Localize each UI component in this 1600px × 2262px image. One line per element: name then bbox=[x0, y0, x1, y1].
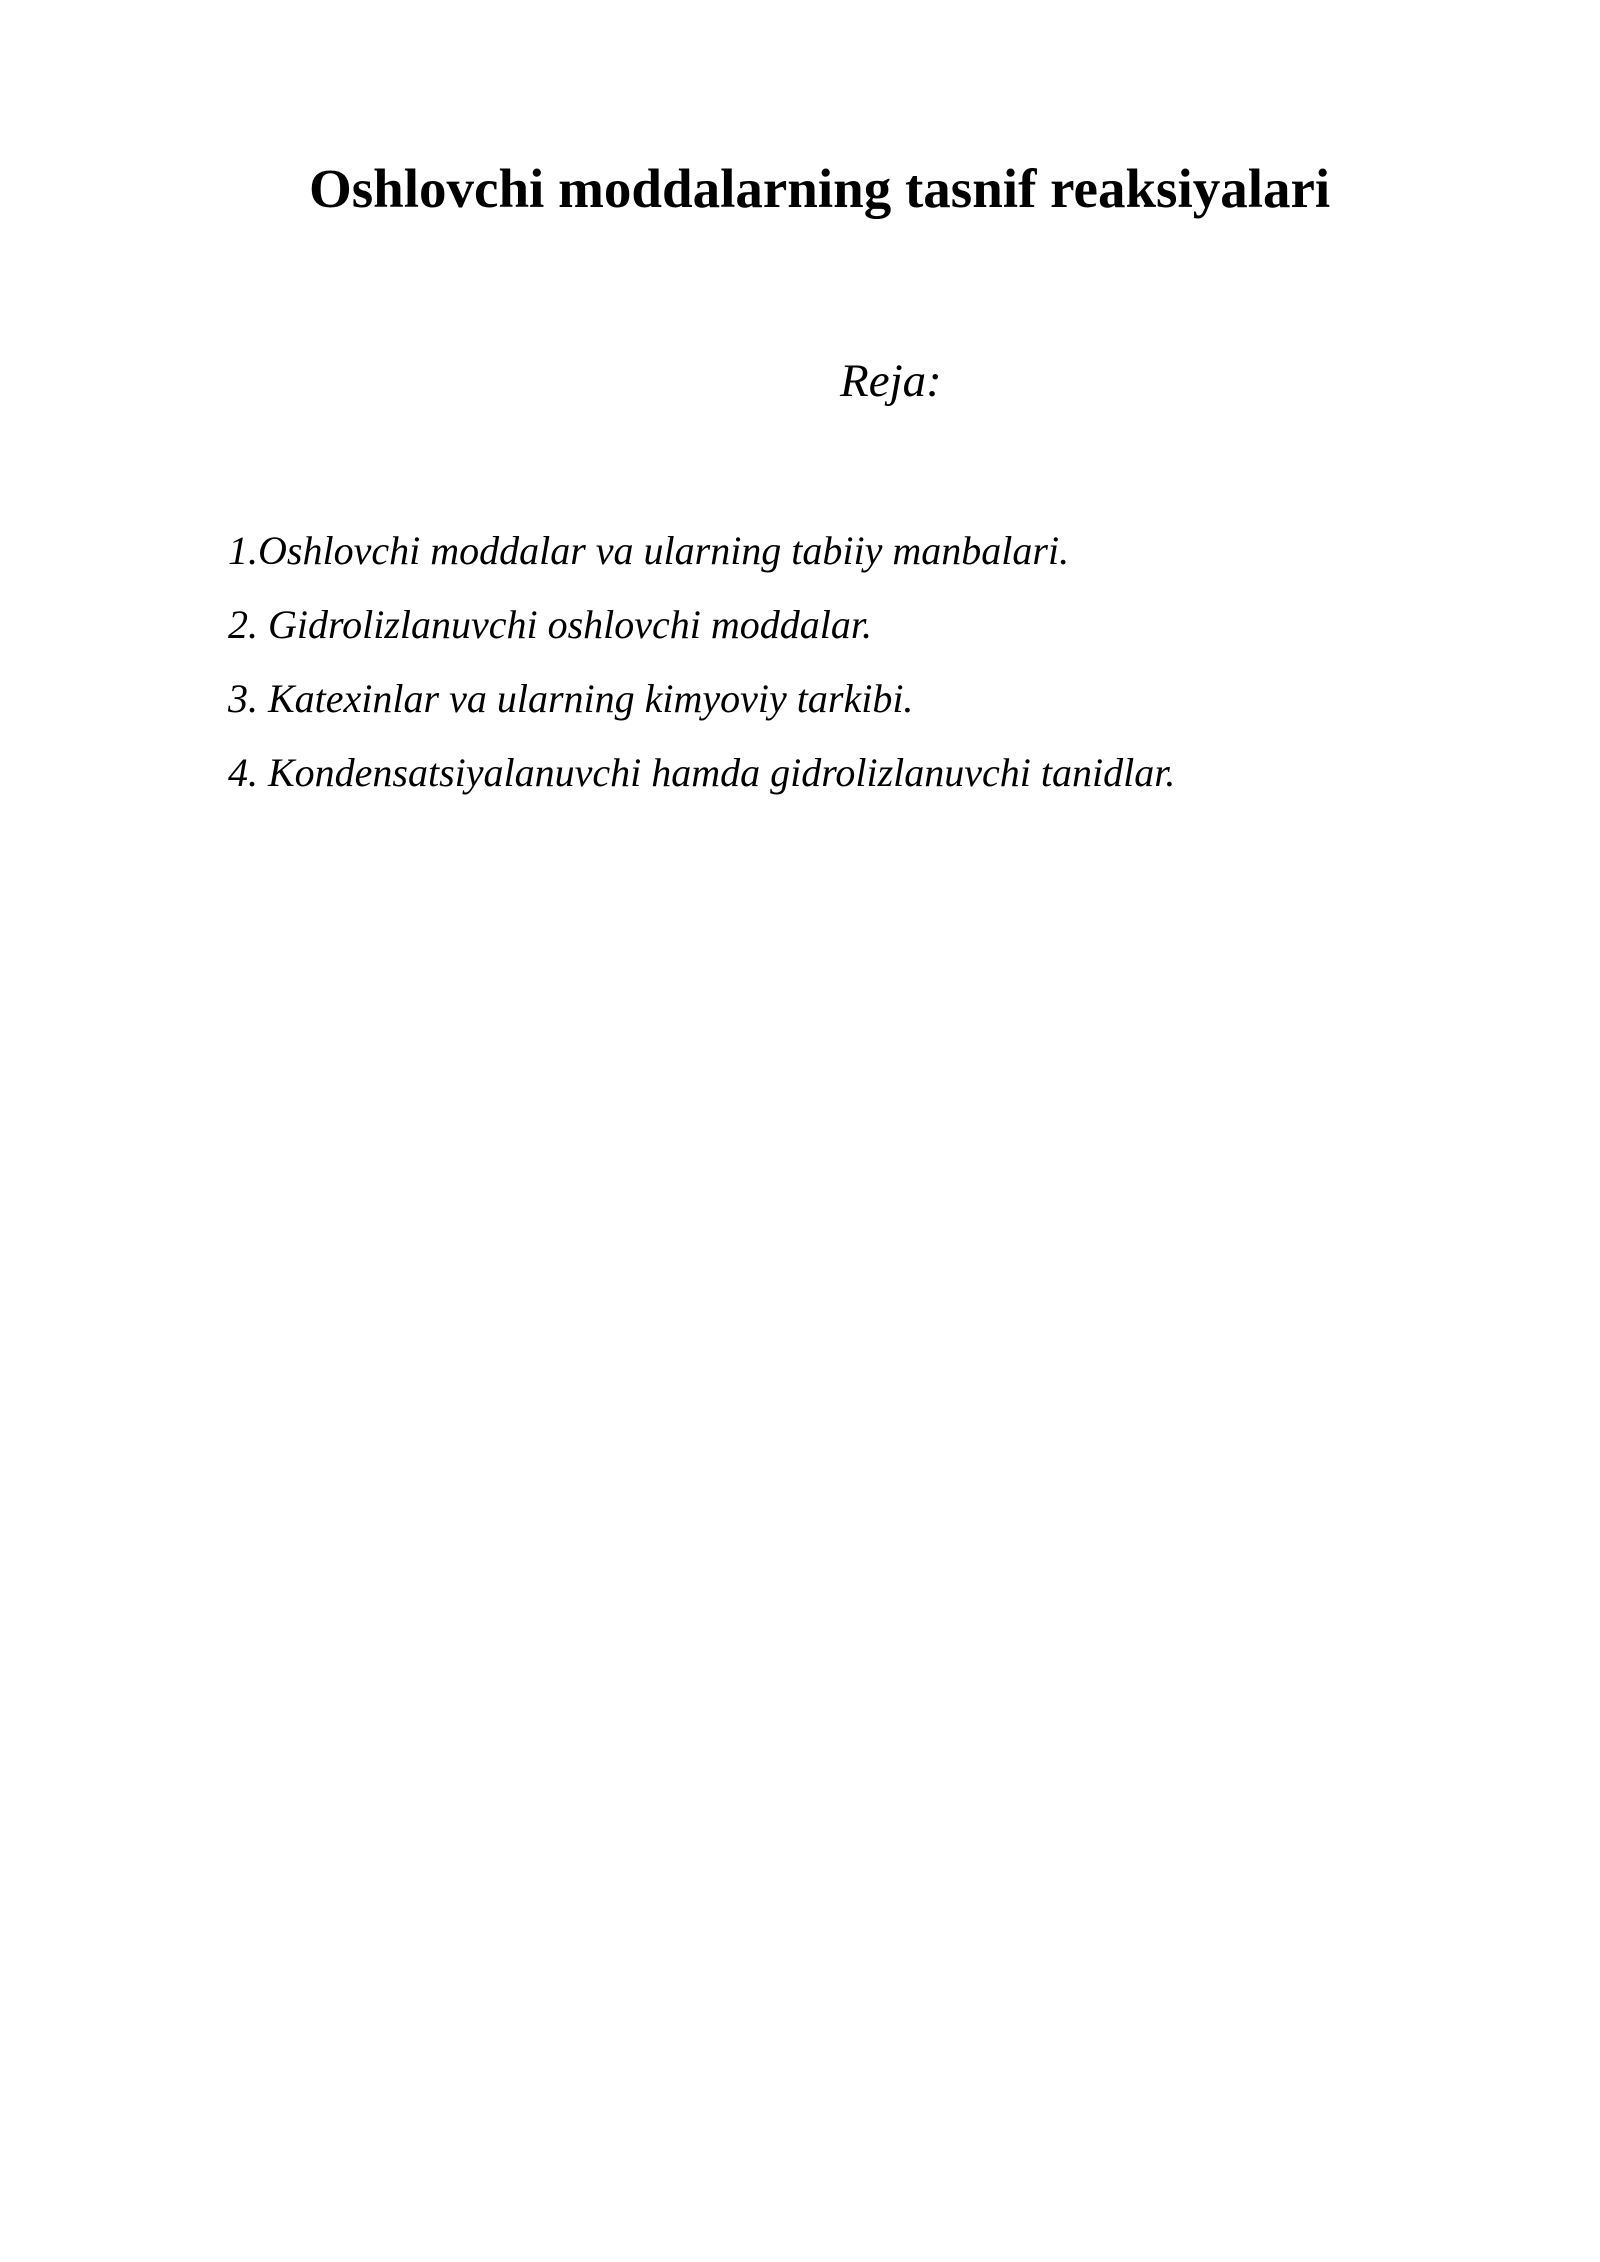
plan-item-2: 2. Gidrolizlanuvchi oshlovchi moddalar. bbox=[228, 602, 873, 647]
plan-item-4: 4. Kondensatsiyalanuvchi hamda gidrolizlanuvchi tanidlar. bbox=[228, 750, 1176, 795]
plan-list bbox=[228, 514, 1175, 810]
plan-item-1: 1.Oshlovchi moddalar va ularning tabiiy manbalari. bbox=[228, 528, 1070, 573]
document-title: Oshlovchi moddalarning tasnif reaksiyalari bbox=[309, 158, 1331, 219]
plan-item-3: 3. Katexinlar va ularning kimyoviy tarkibi. bbox=[228, 676, 914, 721]
plan-heading: Reja: bbox=[840, 355, 942, 407]
